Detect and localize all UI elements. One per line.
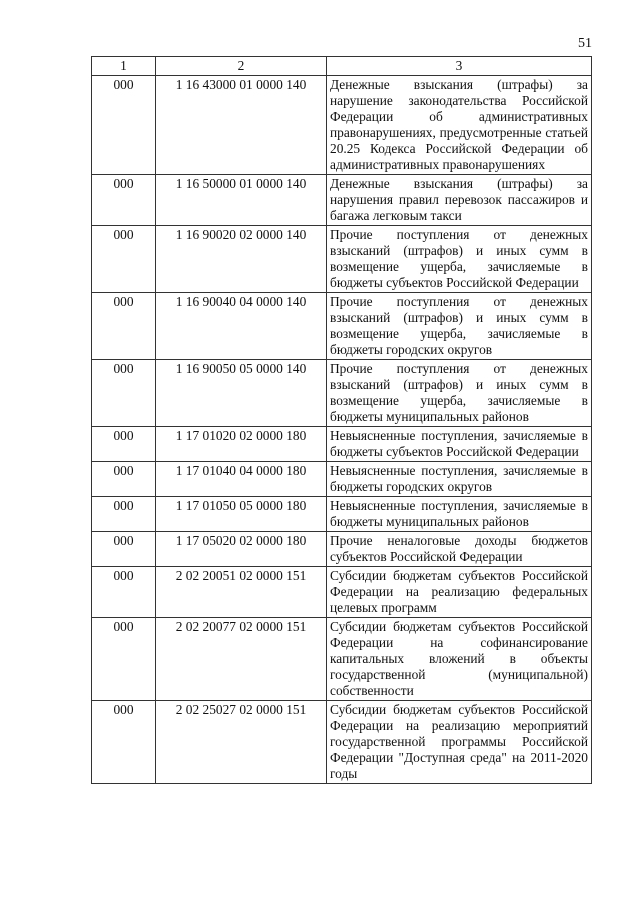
table-row	[92, 532, 592, 567]
admin-code-cell: 000	[92, 701, 156, 784]
revenue-codes-table	[91, 56, 592, 784]
table-row	[92, 226, 592, 293]
admin-code-cell: 000	[92, 226, 156, 293]
table-header	[92, 57, 592, 76]
description-cell: Денежные взыскания (штрафы) за нарушения правил перевозок пассажиров и багажа легковым такси	[327, 175, 592, 226]
classification-code-cell: 1 16 90050 05 0000 140	[156, 360, 327, 427]
table-body	[92, 76, 592, 784]
description-cell: Невыясненные поступления, зачисляемые в бюджеты городских округов	[327, 462, 592, 497]
admin-code-cell: 000	[92, 618, 156, 701]
classification-code-cell: 1 16 50000 01 0000 140	[156, 175, 327, 226]
admin-code-cell: 000	[92, 567, 156, 618]
description-cell: Субсидии бюджетам субъектов Российской Федерации на реализацию федеральных целевых программ	[327, 567, 592, 618]
table-row	[92, 175, 592, 226]
column-header-3: 3	[327, 57, 592, 76]
admin-code-cell: 000	[92, 175, 156, 226]
admin-code-cell: 000	[92, 427, 156, 462]
admin-code-cell: 000	[92, 462, 156, 497]
classification-code-cell: 2 02 20051 02 0000 151	[156, 567, 327, 618]
description-cell: Прочие поступления от денежных взысканий (штрафов) и иных сумм в возмещение ущерба, зачисляемые в бюджеты городских округов	[327, 293, 592, 360]
description-cell: Прочие поступления от денежных взысканий (штрафов) и иных сумм в возмещение ущерба, зачисляемые в бюджеты муниципальных районов	[327, 360, 592, 427]
description-cell: Прочие неналоговые доходы бюджетов субъектов Российской Федерации	[327, 532, 592, 567]
description-cell: Невыясненные поступления, зачисляемые в бюджеты субъектов Российской Федерации	[327, 427, 592, 462]
column-header-2: 2	[156, 57, 327, 76]
page-number: 51	[578, 36, 592, 51]
admin-code-cell: 000	[92, 293, 156, 360]
description-cell: Невыясненные поступления, зачисляемые в бюджеты муниципальных районов	[327, 497, 592, 532]
description-cell: Денежные взыскания (штрафы) за нарушение законодательства Российской Федерации об административных правонарушениях, предусмотренные статьей 20.25 Кодекса Российской Федерации об административных правонарушениях	[327, 76, 592, 175]
admin-code-cell: 000	[92, 497, 156, 532]
classification-code-cell: 1 17 01020 02 0000 180	[156, 427, 327, 462]
description-cell: Прочие поступления от денежных взысканий (штрафов) и иных сумм в возмещение ущерба, зачисляемые в бюджеты субъектов Российской Федерации	[327, 226, 592, 293]
column-header-1: 1	[92, 57, 156, 76]
table-row	[92, 360, 592, 427]
table-row	[92, 293, 592, 360]
admin-code-cell: 000	[92, 360, 156, 427]
classification-code-cell: 1 17 05020 02 0000 180	[156, 532, 327, 567]
admin-code-cell: 000	[92, 76, 156, 175]
classification-code-cell: 1 16 90020 02 0000 140	[156, 226, 327, 293]
classification-code-cell: 1 17 01050 05 0000 180	[156, 497, 327, 532]
header-row	[92, 57, 592, 76]
classification-code-cell: 2 02 25027 02 0000 151	[156, 701, 327, 784]
classification-code-cell: 1 17 01040 04 0000 180	[156, 462, 327, 497]
table-row	[92, 618, 592, 701]
classification-code-cell: 1 16 90040 04 0000 140	[156, 293, 327, 360]
table-row	[92, 76, 592, 175]
table-row	[92, 462, 592, 497]
description-cell: Субсидии бюджетам субъектов Российской Федерации на реализацию мероприятий государственной программы Российской Федерации "Доступная среда" на 2011-2020 годы	[327, 701, 592, 784]
table-row	[92, 427, 592, 462]
table-row	[92, 497, 592, 532]
table-row	[92, 567, 592, 618]
description-cell: Субсидии бюджетам субъектов Российской Федерации на софинансирование капитальных вложений в объекты государственной (муниципальной) собственности	[327, 618, 592, 701]
table-row	[92, 701, 592, 784]
classification-code-cell: 1 16 43000 01 0000 140	[156, 76, 327, 175]
classification-code-cell: 2 02 20077 02 0000 151	[156, 618, 327, 701]
admin-code-cell: 000	[92, 532, 156, 567]
